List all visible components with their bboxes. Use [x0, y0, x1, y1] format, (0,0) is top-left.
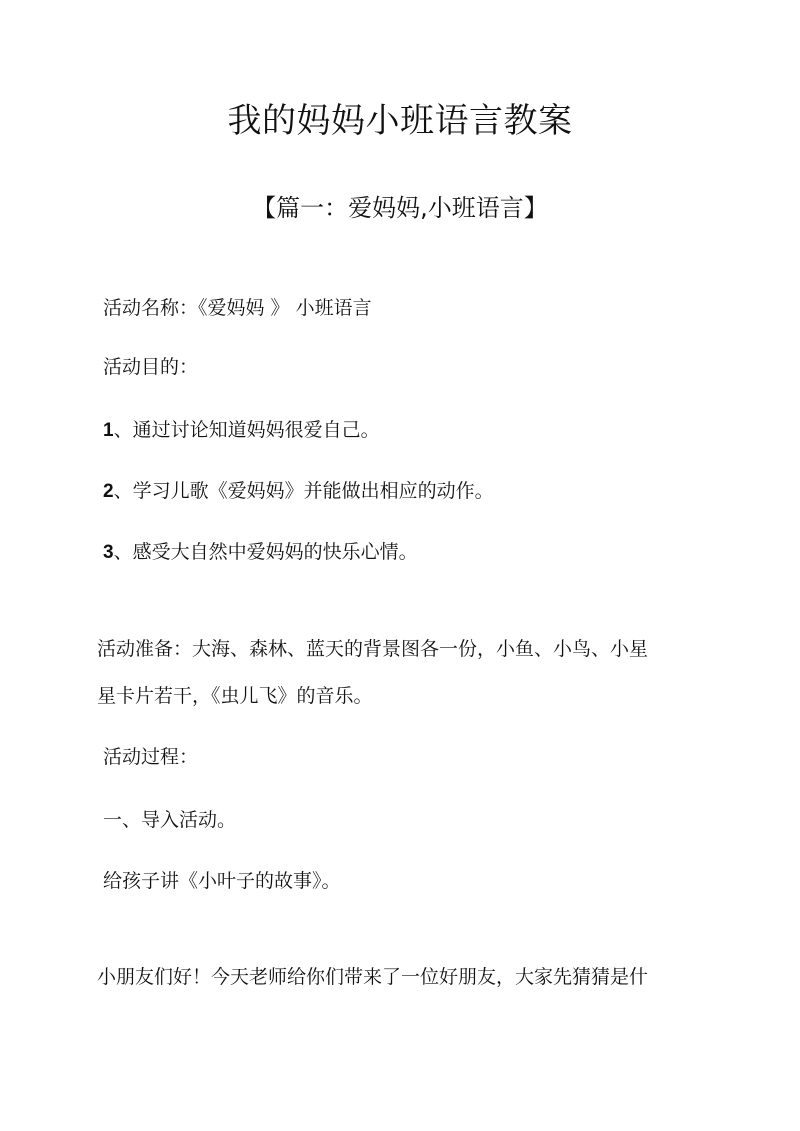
- preparation-line-1: 活动准备：大海、森林、蓝天的背景图各一份，小鱼、小鸟、小星: [97, 638, 649, 660]
- goal-item-1: [103, 415, 380, 446]
- preparation-line-2: 星卡片若干，《虫儿飞》的音乐。: [97, 685, 373, 707]
- activity-name-line: 活动名称：《爱妈妈 》 小班语言: [103, 297, 372, 319]
- goal-text: 、通过讨论知道妈妈很爱自己。: [113, 419, 380, 441]
- step-1-text: 给孩子讲《小叶子的故事》。: [103, 870, 341, 892]
- process-heading: 活动过程：: [103, 746, 199, 768]
- activity-goal-heading: 活动目的：: [103, 356, 199, 378]
- goal-text: 、学习儿歌《爱妈妈》并能做出相应的动作。: [113, 480, 494, 502]
- document-title: 我的妈妈小班语言教案: [227, 101, 573, 141]
- goal-number: 2: [103, 481, 114, 502]
- goal-number: 3: [103, 542, 114, 563]
- goal-item-2: [103, 476, 494, 507]
- step-1-heading: 一、导入活动。: [103, 809, 237, 831]
- dialogue-line: 小朋友们好！今天老师给你们带来了一位好朋友，大家先猜猜是什: [97, 966, 649, 988]
- goal-item-3: [103, 537, 418, 568]
- goal-number: 1: [103, 420, 114, 441]
- section-subtitle: 【篇一：爱妈妈,小班语言】: [252, 194, 548, 222]
- goal-text: 、感受大自然中爱妈妈的快乐心情。: [113, 541, 418, 563]
